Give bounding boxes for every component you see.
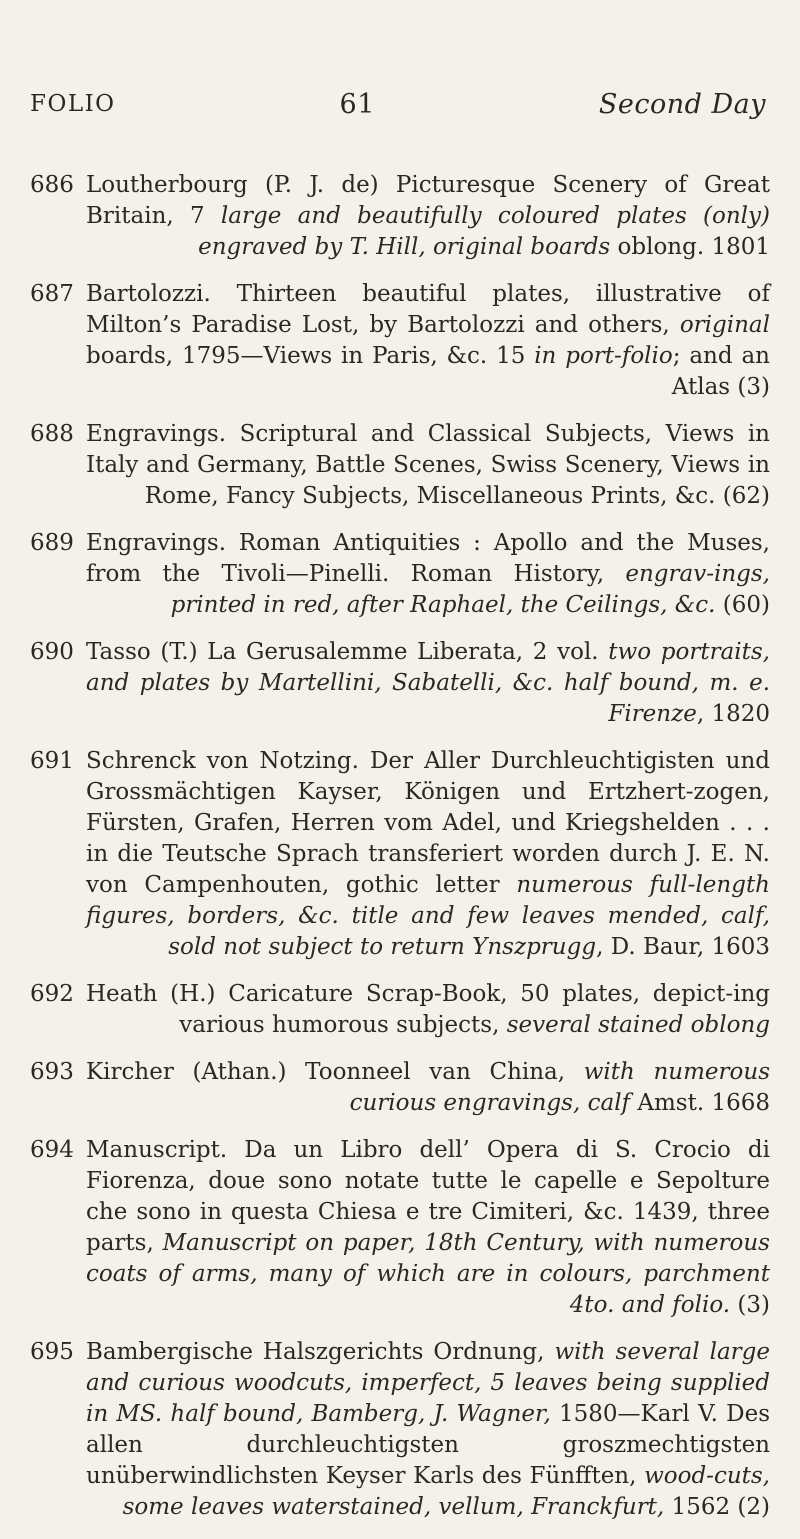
text-run: , D. Baur, 1603 <box>596 934 770 960</box>
lot-description <box>86 170 770 263</box>
lot-number: 690 <box>30 639 74 665</box>
text-run: Loutherbourg (P. J. de) Picturesque Scenery of Great Britain, 7 <box>86 172 770 229</box>
lot-entry <box>30 1057 770 1119</box>
lot-description <box>86 1135 770 1321</box>
italic-text: large and beautifully coloured plates (only) engraved by T. Hill, original boards <box>198 203 771 260</box>
text-run: Bambergische Halszgerichts Ordnung, <box>86 1339 555 1365</box>
italic-text: 4to. and folio. <box>569 1292 731 1318</box>
lot-entry <box>30 1135 770 1321</box>
lot-description <box>86 528 770 621</box>
text-run: Tasso (T.) La Gerusalemme Liberata, 2 vol. <box>86 639 609 665</box>
text-run: Engravings. Scriptural and Classical Subjects, Views in Italy and Germany, Battle Scenes, Swiss Scenery, Views in Rome, Fancy Subjects, Miscellaneous Prints, &c. (62) <box>86 421 770 509</box>
text-run: oblong. 1801 <box>610 234 770 260</box>
italic-text: in port-folio <box>534 343 673 369</box>
header-folio: FOLIO <box>30 91 116 117</box>
text-run: Kircher (Athan.) Toonneel van China, <box>86 1059 584 1085</box>
lot-description <box>86 979 770 1041</box>
lot-number: 695 <box>30 1339 74 1365</box>
italic-text: several stained oblong <box>506 1012 770 1038</box>
lot-number: 694 <box>30 1137 74 1163</box>
text-run: (60) <box>715 592 770 618</box>
lot-number: 691 <box>30 748 74 774</box>
italic-text: numerous full-length figures, borders, &c. title and few leaves mended, calf, sold not subject to return Ynszprugg <box>86 872 770 960</box>
lot-number: 693 <box>30 1059 74 1085</box>
italic-text: engrav-ings, printed in red, after Raphael, the Ceilings, &c. <box>170 561 770 618</box>
lot-number: 686 <box>30 172 74 198</box>
lot-description <box>86 1337 770 1523</box>
italic-text: with numerous curious engravings, calf <box>349 1059 770 1116</box>
page-number: 61 <box>339 88 375 120</box>
lot-number: 687 <box>30 281 74 307</box>
text-run: , 1820 <box>696 701 770 727</box>
lot-entry <box>30 419 770 512</box>
lot-entry <box>30 528 770 621</box>
text-run: (3) <box>730 1292 770 1318</box>
lot-entry <box>30 746 770 963</box>
lot-entry <box>30 979 770 1041</box>
text-run: 1580—Karl V. Des allen durchleuchtigsten groszmechtigsten unüberwindlichsten Keyser Karls des Fünfften, <box>86 1401 770 1489</box>
text-run: Schrenck von Notzing. Der Aller Durchleuchtigisten und Grossmächtigen Kayser, Königen und Ertzhert-zogen, Fürsten, Grafen, Herren vom Adel, und Kriegshelden . . . in die Teutsche Sprach transferiert worden durch J. E. N. von Campenhouten, gothic letter <box>86 748 770 898</box>
lot-description <box>86 1057 770 1119</box>
lot-entry <box>30 637 770 730</box>
header-day: Second Day <box>598 88 766 120</box>
text-run: Amst. 1668 <box>630 1090 770 1116</box>
text-run: Manuscript. Da un Libro dell’ Opera di S. Crocio di Fiorenza, doue sono notate tutte le capelle e Sepolture che sono in questa Chiesa e tre Cimiteri, &c. 1439, three parts, <box>86 1137 770 1256</box>
lot-number: 688 <box>30 421 74 447</box>
page-header <box>30 84 766 124</box>
lot-description <box>86 279 770 403</box>
text-run: 1562 (2) <box>664 1494 770 1520</box>
lot-entry <box>30 1337 770 1523</box>
italic-text: Manuscript on paper, 18th Century, with numerous coats of arms, many of which are in colours, parchment <box>86 1230 770 1287</box>
italic-text: with several large and curious woodcuts, imperfect, 5 leaves being supplied in MS. half bound, Bamberg, J. Wagner, <box>86 1339 770 1427</box>
lot-entry <box>30 170 770 263</box>
lot-description <box>86 419 770 512</box>
italic-text: two portraits, and plates by Martellini, Sabatelli, &c. half bound, m. e. <box>86 639 770 696</box>
text-run: boards, 1795—Views in Paris, &c. 15 <box>86 343 535 369</box>
text-run: Engravings. Roman Antiquities : Apollo and the Muses, from the Tivoli—Pinelli. Roman History, <box>86 530 770 587</box>
text-run: ; and an Atlas (3) <box>671 343 770 400</box>
italic-text: wood-cuts, some leaves waterstained, vellum, Franckfurt, <box>122 1463 770 1520</box>
lot-number: 689 <box>30 530 74 556</box>
italic-text: Firenze <box>608 701 697 727</box>
text-run: Heath (H.) Caricature Scrap-Book, 50 plates, depict-ing various humorous subjects, <box>86 981 770 1038</box>
lot-description <box>86 637 770 730</box>
lot-entry <box>30 279 770 403</box>
text-run: Bartolozzi. Thirteen beautiful plates, illustrative of Milton’s Paradise Lost, by Bartolozzi and others, <box>86 281 770 338</box>
lot-number: 692 <box>30 981 74 1007</box>
italic-text: original <box>679 312 770 338</box>
lot-list <box>30 170 770 1539</box>
lot-description <box>86 746 770 963</box>
